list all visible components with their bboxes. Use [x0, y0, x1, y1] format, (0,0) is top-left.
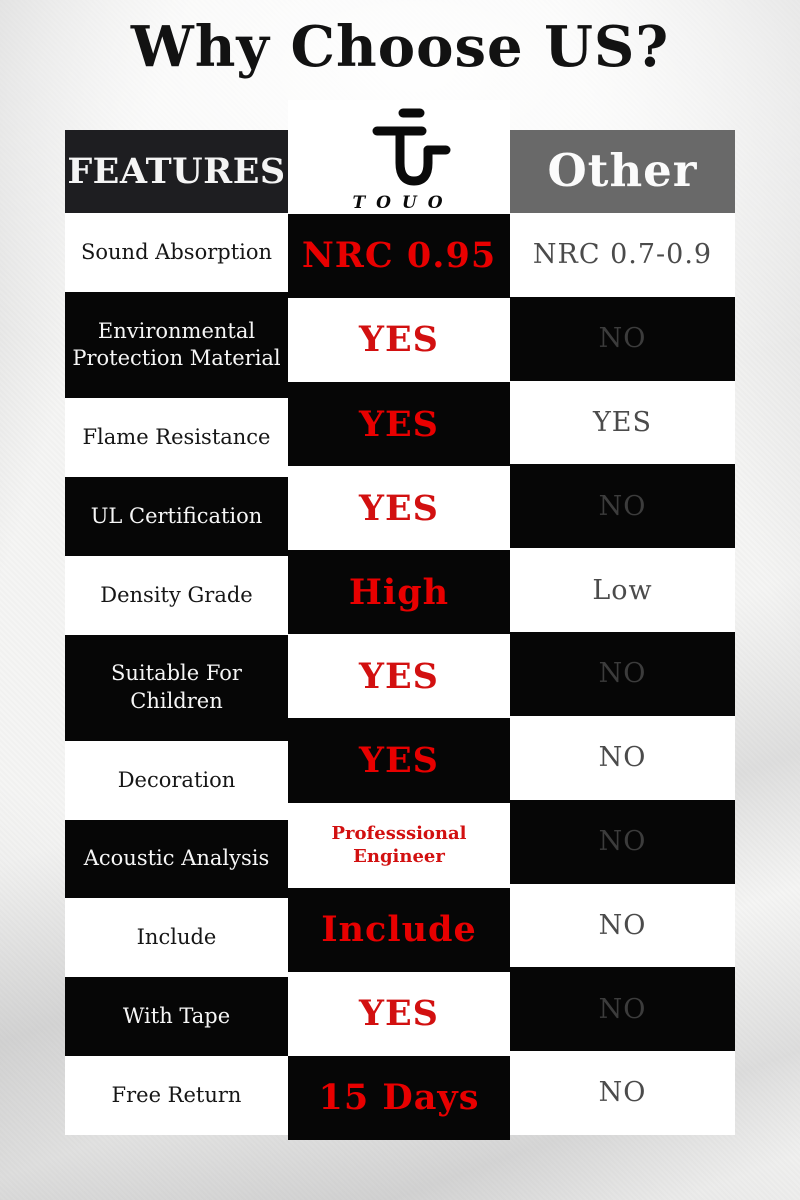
feature-cell: Density Grade	[65, 556, 288, 635]
feature-cell: UL Certification	[65, 477, 288, 556]
touo-value-cell: YES	[288, 718, 510, 802]
comparison-table	[65, 100, 735, 1140]
features-column	[65, 130, 288, 1135]
touo-value-cell: 15 Days	[288, 1056, 510, 1140]
feature-cell: Environmental Protection Material	[65, 292, 288, 398]
touo-column	[288, 100, 510, 1140]
touo-value-cell: YES	[288, 298, 510, 382]
other-value-cell: NO	[510, 716, 735, 800]
features-header: FEATURES	[65, 130, 288, 213]
touo-value-cell: Professsional Engineer	[288, 803, 510, 888]
feature-cell: With Tape	[65, 977, 288, 1056]
other-value-cell: NO	[510, 967, 735, 1051]
touo-value-cell: YES	[288, 382, 510, 466]
other-value-cell: NO	[510, 1051, 735, 1135]
other-value-cell: NO	[510, 884, 735, 968]
other-value-cell: NO	[510, 800, 735, 884]
feature-cell: Flame Resistance	[65, 398, 288, 477]
other-value-cell: NO	[510, 297, 735, 381]
touo-value-cell: High	[288, 550, 510, 634]
touo-value-cell: YES	[288, 466, 510, 550]
other-value-cell: Low	[510, 548, 735, 632]
touo-value-cell: YES	[288, 634, 510, 718]
touo-value-cell: YES	[288, 972, 510, 1056]
other-value-cell: YES	[510, 381, 735, 465]
touo-header-cell	[288, 100, 510, 214]
other-column	[510, 130, 735, 1135]
feature-cell: Acoustic Analysis	[65, 820, 288, 899]
feature-cell: Decoration	[65, 741, 288, 820]
other-header: Other	[510, 130, 735, 213]
other-value-cell: NRC 0.7-0.9	[510, 213, 735, 297]
other-value-cell: NO	[510, 464, 735, 548]
page-title: Why Choose US?	[130, 14, 670, 80]
feature-cell: Suitable For Children	[65, 635, 288, 741]
feature-cell: Sound Absorption	[65, 213, 288, 292]
touo-monogram-icon	[347, 104, 451, 190]
feature-cell: Include	[65, 898, 288, 977]
touo-logo-text: TOUO	[352, 193, 454, 213]
touo-value-cell: Include	[288, 888, 510, 972]
feature-cell: Free Return	[65, 1056, 288, 1135]
touo-value-cell: NRC 0.95	[288, 214, 510, 298]
other-value-cell: NO	[510, 632, 735, 716]
